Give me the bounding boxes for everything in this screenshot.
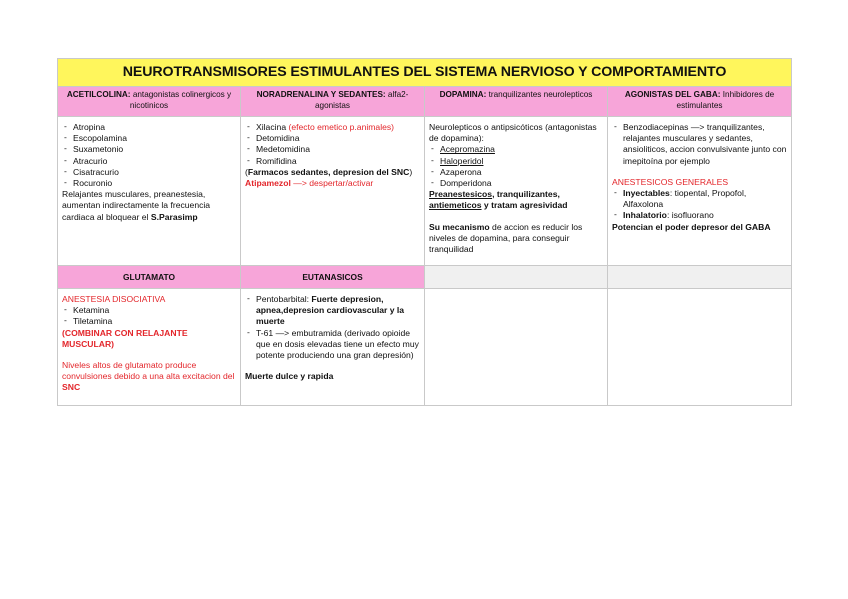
document-sheet bbox=[57, 58, 791, 406]
list-item: - Ketamina bbox=[62, 305, 236, 316]
header-empty bbox=[425, 266, 608, 289]
list-item: - Atropina bbox=[62, 122, 236, 133]
dopamina-uses: Preanestesicos, tranquilizantes, antiemeticos y tratam agresividad bbox=[429, 189, 568, 211]
cell-noradrenalina bbox=[241, 117, 425, 266]
header-gaba: AGONISTAS DEL GABA: Inhibidores de estimulantes bbox=[608, 87, 792, 117]
list-item: - Acepromazina bbox=[429, 144, 603, 155]
header-dopamina: DOPAMINA: tranquilizantes neurolepticos bbox=[425, 87, 608, 117]
cell-glutamato bbox=[58, 289, 241, 406]
table-title: NEUROTRANSMISORES ESTIMULANTES DEL SISTEMA NERVIOSO Y COMPORTAMIENTO bbox=[58, 59, 792, 87]
eutanasicos-list bbox=[245, 294, 420, 361]
list-item: - Cisatracurio bbox=[62, 167, 236, 178]
gaba-list bbox=[612, 122, 787, 167]
acetilcolina-note: Relajantes musculares, preanestesia, aumentan indirectamente la frecuencia cardiaca al bloquear el S.Parasimp bbox=[62, 189, 211, 222]
glutamato-list bbox=[62, 305, 236, 327]
acetilcolina-list bbox=[62, 122, 236, 189]
list-item: - Detomidina bbox=[245, 133, 420, 144]
list-item: - Xilacina (efecto emetico p.animales) bbox=[245, 122, 420, 133]
eutanasicos-note: Muerte dulce y rapida bbox=[245, 371, 334, 382]
header-noradrenalina: NORADRENALINA Y SEDANTES: alfa2-agonistas bbox=[241, 87, 425, 117]
list-item: - Suxametonio bbox=[62, 144, 236, 155]
list-item: - Domperidona bbox=[429, 178, 603, 189]
cell-empty bbox=[608, 289, 792, 406]
list-item: - Medetomidina bbox=[245, 144, 420, 155]
dopamina-list bbox=[429, 144, 603, 189]
noradrenalina-note: (Farmacos sedantes, depresion del SNC) bbox=[245, 166, 413, 177]
list-item: - Tiletamina bbox=[62, 316, 236, 327]
dopamina-mecanismo: Su mecanismo de accion es reducir los niveles de dopamina, para conseguir tranquilidad bbox=[429, 221, 583, 255]
cell-dopamina bbox=[425, 117, 608, 266]
header-glutamato: GLUTAMATO bbox=[58, 266, 241, 289]
atipamezol-note: Atipamezol —> despertar/activar bbox=[245, 178, 374, 189]
cell-gaba bbox=[608, 117, 792, 266]
cell-eutanasicos bbox=[241, 289, 425, 406]
header-acetilcolina: ACETILCOLINA: antagonistas colinergicos y nicotinicos bbox=[58, 87, 241, 117]
list-item: - Atracurio bbox=[62, 156, 236, 167]
anestesicos-generales-heading: ANESTESICOS GENERALES bbox=[612, 176, 729, 187]
glutamato-niveles-note: Niveles altos de glutamato produce convulsiones debido a una alta excitacion del SNC bbox=[62, 360, 235, 393]
list-item: - Pentobarbital: Fuerte depresion, apnea,depresion cardiovascular y la muerte bbox=[245, 294, 420, 328]
list-item: - Azaperona bbox=[429, 167, 603, 178]
anestesia-disociativa-heading: ANESTESIA DISOCIATIVA bbox=[62, 294, 166, 304]
header-empty bbox=[608, 266, 792, 289]
list-item: - Escopolamina bbox=[62, 133, 236, 144]
list-item: - Rocuronio bbox=[62, 178, 236, 189]
gaba-note: Potencian el poder depresor del GABA bbox=[612, 221, 771, 232]
cell-empty bbox=[425, 289, 608, 406]
header-eutanasicos: EUTANASICOS bbox=[241, 266, 425, 289]
list-item: - Inhalatorio: isofluorano bbox=[612, 210, 787, 221]
anestesicos-list bbox=[612, 188, 787, 222]
list-item: - T-61 —> embutramida (derivado opioide que en dosis elevadas tiene un efecto muy potente produciendo una gran depresión) bbox=[245, 328, 420, 362]
dopamina-intro: Neurolepticos o antipsicóticos (antagonistas de dopamina): bbox=[429, 122, 597, 144]
cell-acetilcolina bbox=[58, 117, 241, 266]
list-item: - Benzodiacepinas —> tranquilizantes, relajantes musculares y sedantes, ansioliticos, accion convulsivante junto con imepitoína por ejemplo bbox=[612, 122, 787, 167]
list-item: - Romifidina bbox=[245, 156, 420, 167]
noradrenalina-list bbox=[245, 122, 420, 167]
neurotransmitter-table bbox=[57, 58, 792, 406]
list-item: - Haloperidol bbox=[429, 156, 603, 167]
list-item: - Inyectables: tiopental, Propofol, Alfaxolona bbox=[612, 188, 787, 210]
combinar-note: (COMBINAR CON RELAJANTE MUSCULAR) bbox=[62, 327, 188, 349]
